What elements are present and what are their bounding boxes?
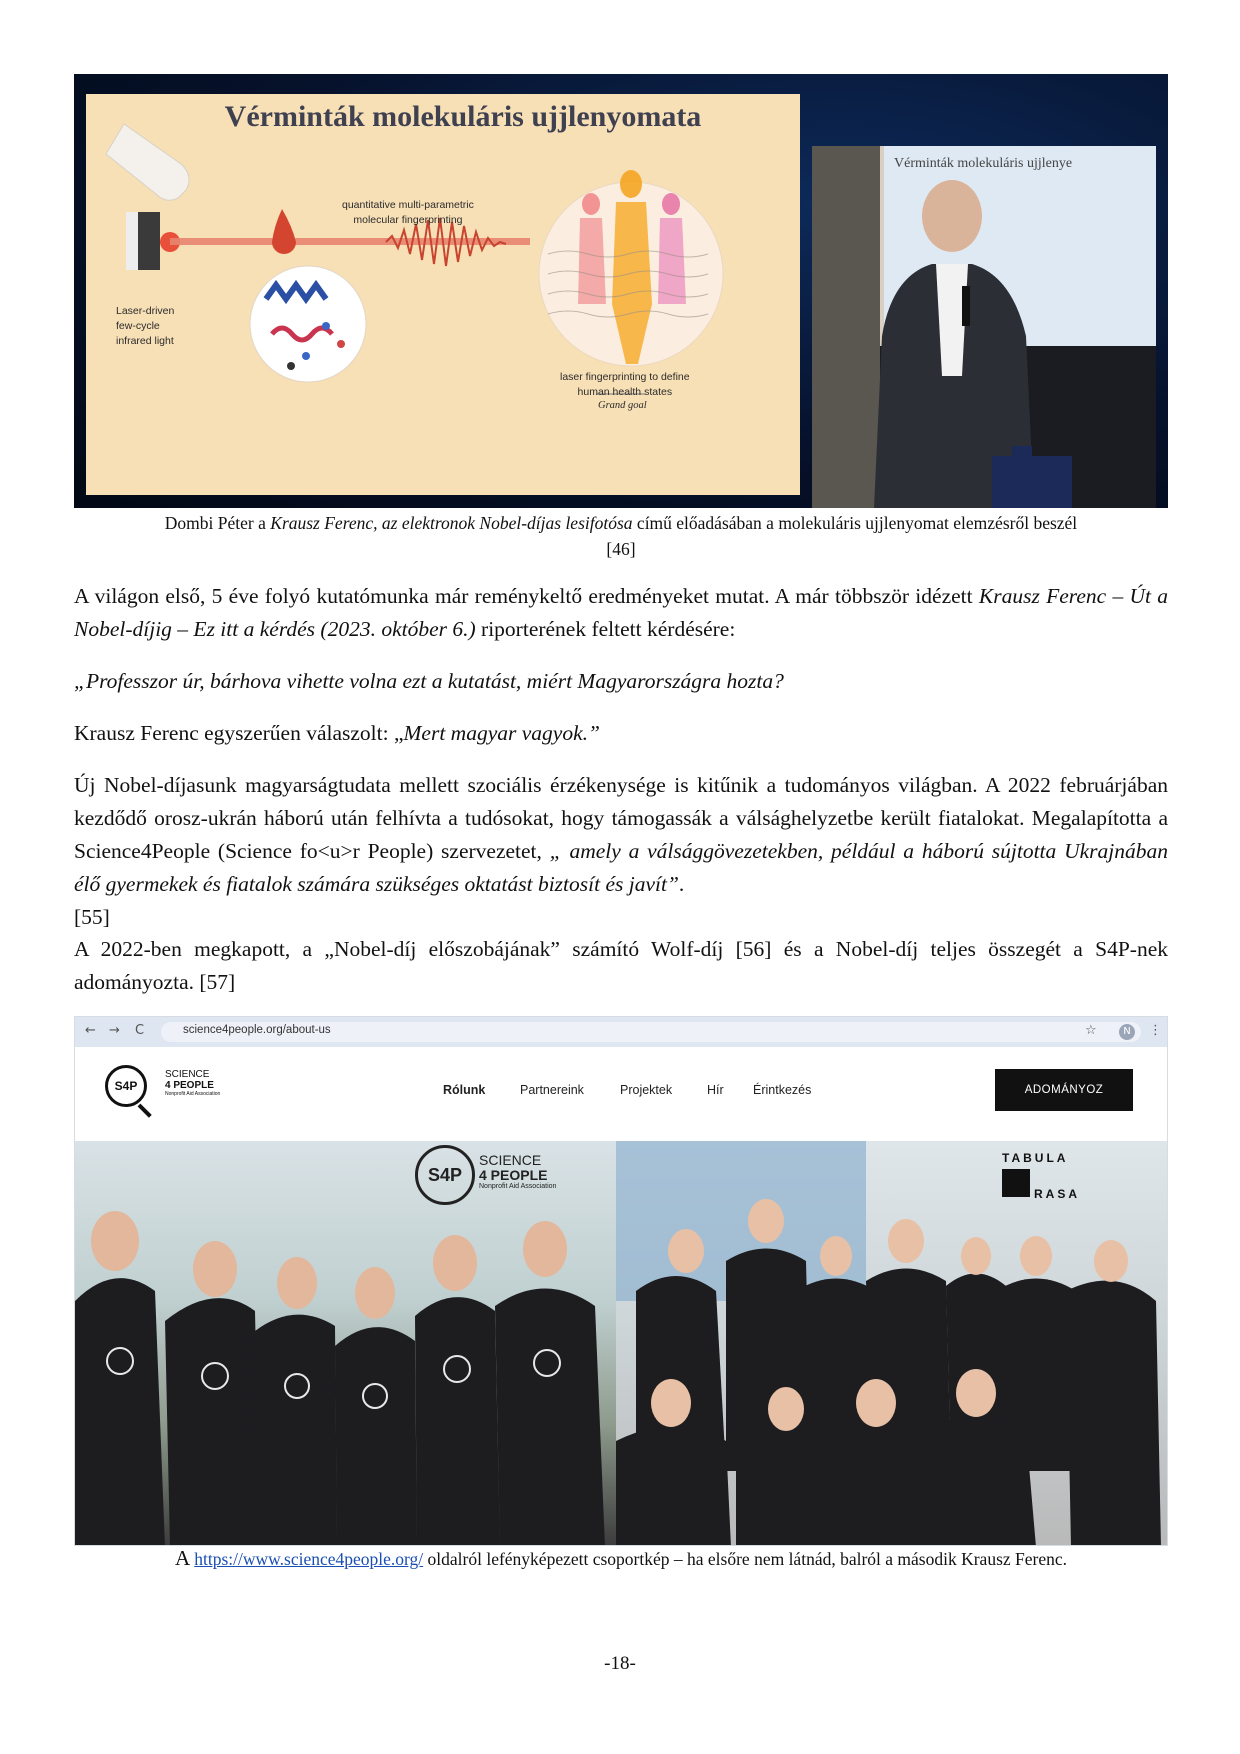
caption2-text-a: A <box>174 1546 195 1570</box>
group-photo-youth <box>616 1141 1168 1546</box>
paragraph-science4people <box>74 769 1168 934</box>
tabula-rasa-block-icon <box>1002 1169 1030 1197</box>
slide-illustration <box>86 94 800 495</box>
tabula-rasa-line1: TABULA <box>1002 1151 1069 1165</box>
paragraph-wolf-prize <box>74 933 1168 999</box>
donate-button[interactable]: ADOMÁNYOZ <box>995 1069 1133 1111</box>
people-silhouettes-left <box>75 1141 616 1546</box>
menu-item-projektek[interactable]: Projektek <box>620 1083 673 1097</box>
projector-screen-title: Vérminták molekuláris ujjlenye <box>894 156 1073 171</box>
forward-icon[interactable]: → <box>109 1023 120 1038</box>
magnifier-handle-icon <box>138 1104 152 1118</box>
p1-text-a: A világon első, 5 éve folyó kutatómunka már reménykeltő eredményeket mutat. A már többször idézett <box>74 584 979 608</box>
people-silhouettes-right <box>616 1141 1168 1546</box>
paragraph-answer <box>74 717 1168 750</box>
photo-logo-words <box>479 1153 556 1191</box>
menu-item-hir[interactable]: Hír <box>707 1083 724 1097</box>
logo-wordmark <box>165 1069 220 1097</box>
paragraph-research <box>74 580 1168 646</box>
slide-text-goal: Grand goal <box>598 400 647 411</box>
logo-line2: 4 PEOPLE <box>165 1080 214 1091</box>
paragraph-question <box>74 665 1168 698</box>
menu-item-partnereink[interactable]: Partnereink <box>520 1083 584 1097</box>
url-text: science4people.org/about-us <box>183 1024 331 1036</box>
presentation-slide <box>86 94 800 495</box>
s4p-logo-icon[interactable]: S4P <box>105 1065 147 1107</box>
figure1-caption <box>74 510 1168 562</box>
p4-text-b: . <box>678 872 685 896</box>
figure2-caption <box>74 1545 1168 1572</box>
p3-text-a: Krausz Ferenc egyszerűen válaszolt: „ <box>74 721 404 745</box>
logo-line1: SCIENCE <box>165 1069 210 1080</box>
star-icon[interactable]: ☆ <box>1085 1023 1097 1038</box>
site-header <box>75 1047 1167 1141</box>
menu-item-rolunk[interactable]: Rólunk <box>443 1083 486 1097</box>
slide-text-center: quantitative multi-parametric molecular fingerprinting <box>342 199 474 226</box>
group-photo-adults <box>75 1141 616 1546</box>
p4-quote: „ amely a válsággövezetekben, például a háború sújtotta Ukrajnában élő gyermekek és fiatalok számára szükséges oktatást biztosít és javít” <box>74 839 1168 896</box>
p1-text-b: riporterének feltett kérdésére: <box>475 617 736 641</box>
photo-logo-line1: SCIENCE <box>479 1152 542 1168</box>
science4people-link[interactable]: https://www.science4people.org/ <box>194 1549 424 1569</box>
website-screenshot <box>74 1016 1168 1546</box>
slide-text-right: laser fingerprinting to define human health states <box>560 371 690 398</box>
photo-s4p-logo-icon: S4P <box>415 1145 475 1205</box>
lecture-figure <box>74 74 1168 508</box>
slide-title: Vérminták molekuláris ujjlenyomata <box>224 100 702 133</box>
speaker-photo <box>812 146 1156 508</box>
speaker-silhouette <box>812 146 1156 508</box>
browser-toolbar <box>75 1017 1167 1047</box>
page-number: -18- <box>604 1653 636 1674</box>
p4-text-a: Új Nobel-díjasunk magyarságtudata mellett szociális érzékenysége is kitűnik a tudományos világban. A 2022 februárjában kezdődő orosz-ukrán háború után felhívta a tudósokat, hogy támogassák a válsághelyzetbe került fiatalokat. Megalapította a Science4People (Science fo<u>r People) szervezetet, <box>74 773 1168 863</box>
reporter-question: „Professzor úr, bárhova vihette volna ezt a kutatást, miért Magyarországra hozta? <box>74 669 784 693</box>
logo-line3: Nonprofit Aid Association <box>165 1091 221 1097</box>
p5-text: A 2022-ben megkapott, a „Nobel-díj előszobájának” számító Wolf-díj [56] és a Nobel-díj teljes összegét a S4P-nek adományozta. [57] <box>74 937 1168 994</box>
p4-reference: [55] <box>74 905 110 929</box>
caption1-text-a: Dombi Péter a <box>164 513 271 533</box>
photo-logo-line3: Nonprofit Aid Association <box>479 1183 557 1190</box>
slide-text-left: Laser-driven few-cycle infrared light <box>116 305 175 347</box>
menu-item-erintkezes[interactable]: Érintkezés <box>753 1083 812 1097</box>
back-icon[interactable]: ← <box>85 1023 96 1038</box>
krausz-answer: Mert magyar vagyok.” <box>403 721 600 745</box>
caption2-text-b: oldalról lefényképezett csoportkép – ha elsőre nem látnád, balról a második Krausz Ferenc. <box>423 1549 1068 1569</box>
p1-source: Krausz Ferenc – Út a Nobel-díjig – Ez itt a kérdés (2023. október 6.) <box>74 584 1168 641</box>
caption1-reference: [46] <box>606 539 636 559</box>
photo-logo-line2: 4 PEOPLE <box>479 1167 548 1183</box>
reload-icon[interactable]: C <box>135 1023 145 1038</box>
more-icon[interactable]: ⋮ <box>1149 1023 1162 1038</box>
profile-avatar[interactable]: N <box>1119 1024 1135 1040</box>
tabula-rasa-line2: RASA <box>1034 1187 1081 1201</box>
caption1-title: Krausz Ferenc, az elektronok Nobel-díjas lesifotósa <box>270 513 633 533</box>
tabula-rasa-logo <box>1002 1151 1081 1209</box>
caption1-text-b: című előadásában a molekuláris ujjlenyomat elemzésről beszél <box>632 513 1078 533</box>
